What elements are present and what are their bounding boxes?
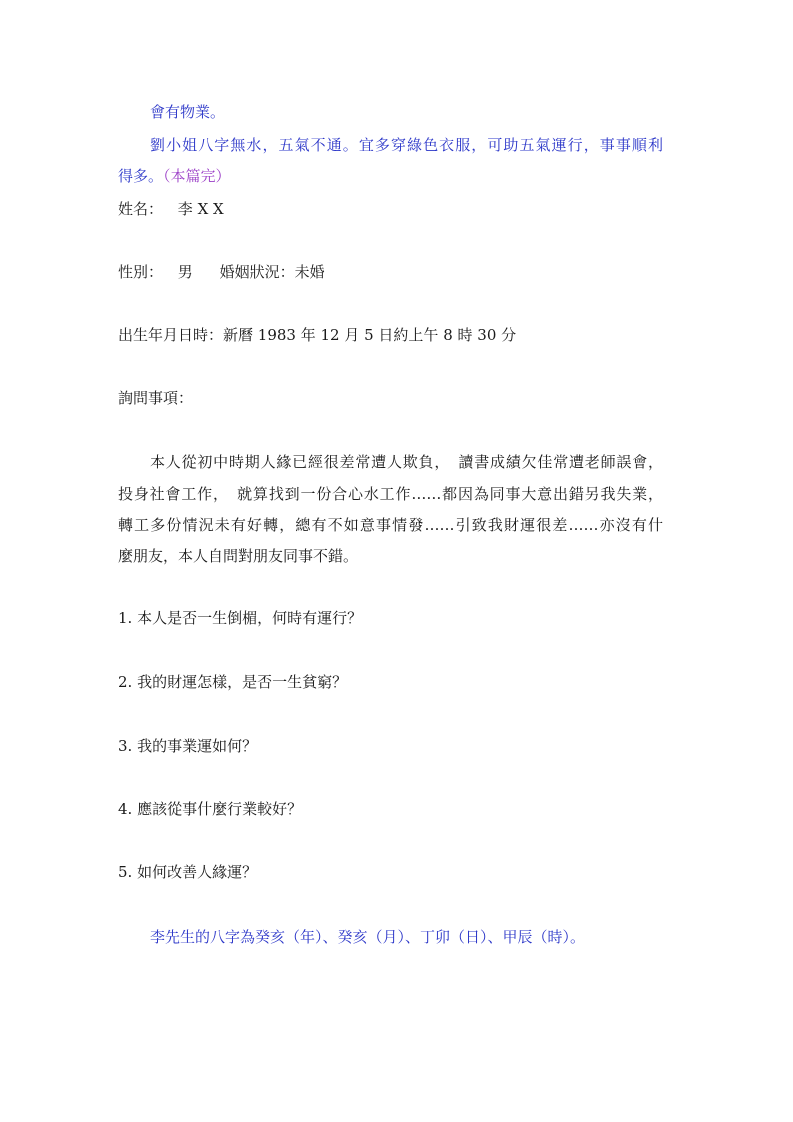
question-2: 2. 我的財運怎樣，是否一生貧窮？ bbox=[118, 673, 348, 691]
gender-value: 男 bbox=[177, 263, 193, 281]
name-row bbox=[118, 199, 224, 219]
name-value: 李 X X bbox=[177, 200, 224, 218]
question-4: 4. 應該從事什麼行業較好？ bbox=[118, 800, 303, 818]
question-3: 3. 我的事業運如何？ bbox=[118, 737, 258, 755]
end-note: （本篇完） bbox=[163, 167, 231, 185]
summary-line-2 bbox=[118, 166, 231, 186]
prev-paragraph-end: 會有物業。 bbox=[150, 103, 226, 121]
story-line-4: 麼朋友，本人自問對朋友同事不錯。 bbox=[118, 547, 359, 565]
birth-label: 出生年月日時： bbox=[118, 326, 224, 344]
gender-marital-row bbox=[118, 262, 325, 282]
gender-label: 性別： bbox=[118, 263, 164, 281]
question-5: 5. 如何改善人緣運？ bbox=[118, 863, 258, 881]
name-label: 姓名： bbox=[118, 200, 164, 218]
inquiry-heading: 詢問事項： bbox=[118, 389, 194, 407]
story-line-2: 投身社會工作， 就算找到一份合心水工作……都因為同事大意出錯另我失業， bbox=[118, 485, 663, 503]
story-line-3: 轉工多份情況未有好轉，總有不如意事情發……引致我財運很差……亦沒有什 bbox=[118, 516, 663, 534]
birth-row bbox=[118, 325, 516, 345]
marital-label: 婚姻狀況： bbox=[219, 263, 295, 281]
story-line-1: 本人從初中時期人緣已經很差常遭人欺負， 讀書成績欠佳常遭老師誤會， bbox=[150, 453, 663, 471]
answer-intro: 李先生的八字為癸亥（年）、癸亥（月）、丁卯（日）、甲辰（時）。 bbox=[150, 928, 586, 946]
question-1: 1. 本人是否一生倒楣，何時有運行？ bbox=[118, 609, 363, 627]
summary-line-2-text: 得多。 bbox=[118, 167, 164, 185]
marital-value: 未婚 bbox=[294, 263, 325, 281]
birth-value: 新曆 1983 年 12 月 5 日約上午 8 時 30 分 bbox=[223, 326, 517, 344]
summary-line-1: 劉小姐八字無水，五氣不通。宜多穿綠色衣服，可助五氣運行，事事順利 bbox=[150, 136, 663, 154]
